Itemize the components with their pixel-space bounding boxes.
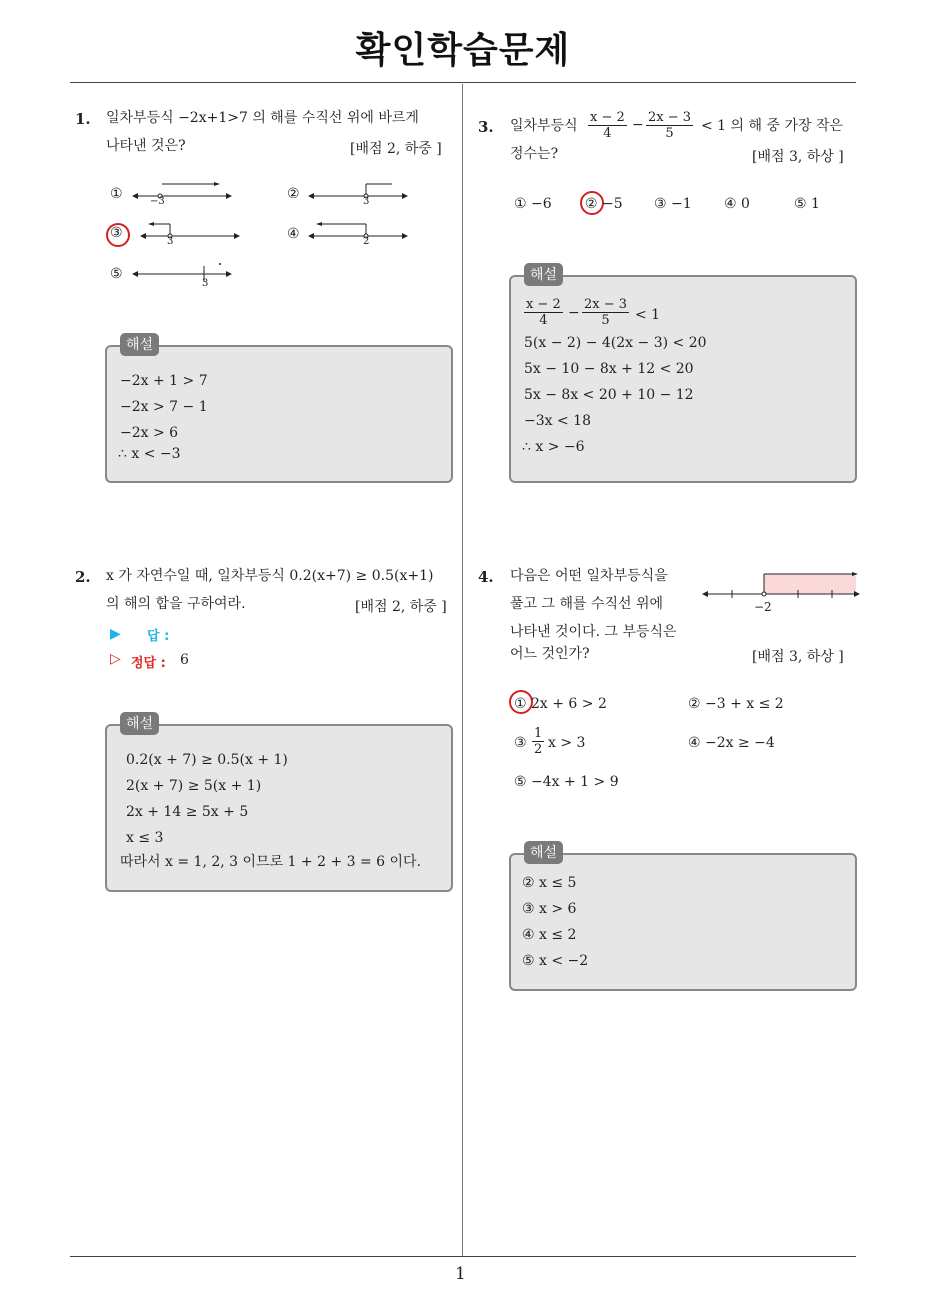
- number-line-5: [132, 258, 232, 290]
- explanation-line: 5(x − 2) − 4(2x − 3) < 20: [524, 335, 707, 351]
- choice-4[interactable]: ④ 0: [724, 196, 750, 212]
- tick-label: 3: [363, 196, 370, 207]
- fraction-denominator: 4: [603, 126, 612, 141]
- explanation-line: 5x − 8x < 20 + 10 − 12: [524, 387, 694, 403]
- choice-2[interactable]: ② −5: [585, 196, 623, 212]
- question-text: 풀고 그 해를 수직선 위에: [510, 596, 664, 612]
- explanation-line: x ≤ 3: [126, 830, 164, 846]
- fraction-denominator: 4: [539, 313, 548, 328]
- explanation-line: −3x < 18: [524, 413, 591, 429]
- fraction: [532, 726, 544, 757]
- question-number: 4.: [478, 568, 494, 586]
- fraction-numerator: 2x − 3: [584, 297, 628, 312]
- fraction-numerator: 2x − 3: [648, 110, 692, 125]
- choice-4[interactable]: ④ −2x ≥ −4: [688, 735, 775, 751]
- question-text: 어느 것인가?: [510, 646, 590, 662]
- fraction: [582, 297, 629, 328]
- fraction-denominator: 5: [601, 313, 610, 328]
- score-label: [배점 3, 하상 ]: [752, 149, 844, 165]
- explanation-line: ② x ≤ 5: [522, 875, 577, 891]
- fraction: [646, 110, 693, 141]
- minus-sign: −: [632, 117, 644, 133]
- tick-label: −2: [754, 600, 772, 614]
- question-text: < 1 의 해 중 가장 작은: [701, 118, 844, 134]
- choice-5[interactable]: ⑤ −4x + 1 > 9: [514, 774, 619, 790]
- explanation-line: ⑤ x < −2: [522, 953, 589, 969]
- page-title: 확인학습문제: [355, 30, 571, 71]
- triangle-outline-icon: ▷: [110, 651, 121, 667]
- question-text: x 가 자연수일 때, 일차부등식 0.2(x+7) ≥ 0.5(x+1): [106, 568, 434, 584]
- choice-mark[interactable]: ③: [110, 225, 123, 241]
- choice-3[interactable]: ③: [514, 735, 527, 751]
- choice-3[interactable]: ③ −1: [654, 196, 692, 212]
- number-line-1: [132, 178, 232, 210]
- question-text: 다음은 어떤 일차부등식을: [510, 568, 668, 584]
- explanation-line: ∴ x < −3: [118, 446, 181, 462]
- choice-mark[interactable]: ⑤: [110, 266, 123, 282]
- number-line-3: [140, 218, 240, 250]
- answer-label: 답 :: [147, 629, 170, 644]
- number-line-4: [308, 218, 408, 250]
- question-text: 일차부등식: [510, 118, 578, 134]
- column-divider: [462, 84, 463, 1257]
- correct-label: 정답 :: [131, 656, 166, 671]
- footer-divider: [70, 1256, 856, 1257]
- explanation-tab: 해설: [524, 841, 563, 864]
- explanation-line: 0.2(x + 7) ≥ 0.5(x + 1): [126, 752, 288, 768]
- choice-1[interactable]: ① 2x + 6 > 2: [514, 696, 607, 712]
- explanation-line: ③ x > 6: [522, 901, 577, 917]
- explanation-line: < 1: [635, 307, 661, 323]
- question-number: 1.: [75, 110, 91, 128]
- play-icon: ▶: [110, 626, 121, 642]
- choice-5[interactable]: ⑤ 1: [794, 196, 820, 212]
- score-label: [배점 2, 하중 ]: [355, 599, 447, 615]
- fraction: [524, 297, 563, 328]
- choice-3-tail: x > 3: [548, 735, 586, 751]
- page-number: 1: [455, 1264, 466, 1284]
- explanation-line: −2x > 6: [120, 425, 179, 441]
- fraction-denominator: 2: [534, 742, 543, 757]
- correct-value: 6: [180, 652, 189, 668]
- fraction-denominator: 5: [665, 126, 674, 141]
- number-line-graph: [702, 566, 862, 606]
- explanation-line: 2x + 14 ≥ 5x + 5: [126, 804, 249, 820]
- explanation-box: [509, 853, 857, 991]
- tick-label: −3: [150, 196, 165, 207]
- explanation-line: 5x − 10 − 8x + 12 < 20: [524, 361, 694, 377]
- fraction: [588, 110, 627, 141]
- explanation-tab: 해설: [120, 712, 159, 735]
- fraction-numerator: x − 2: [526, 297, 561, 312]
- header-divider: [70, 82, 856, 83]
- minus-sign: −: [568, 305, 580, 321]
- choice-2[interactable]: ② −3 + x ≤ 2: [688, 696, 784, 712]
- question-text: 일차부등식 −2x+1>7 의 해를 수직선 위에 바르게: [106, 110, 419, 126]
- explanation-tab: 해설: [120, 333, 159, 356]
- score-label: [배점 2, 하중 ]: [350, 141, 442, 157]
- fraction-numerator: x − 2: [590, 110, 625, 125]
- choice-mark[interactable]: ①: [110, 186, 123, 202]
- score-label: [배점 3, 하상 ]: [752, 649, 844, 665]
- explanation-line: −2x + 1 > 7: [120, 373, 208, 389]
- question-number: 2.: [75, 568, 91, 586]
- question-number: 3.: [478, 118, 494, 136]
- explanation-line: 2(x + 7) ≥ 5(x + 1): [126, 778, 262, 794]
- fraction-numerator: 1: [534, 726, 543, 741]
- question-text: 정수는?: [510, 146, 559, 162]
- question-text: 나타낸 것이다. 그 부등식은: [510, 624, 677, 640]
- number-line-2: [308, 178, 408, 210]
- question-text: 나타낸 것은?: [106, 138, 186, 154]
- tick-label: 2: [363, 236, 370, 247]
- explanation-tab: 해설: [524, 263, 563, 286]
- choice-mark[interactable]: ②: [287, 186, 300, 202]
- explanation-line: ④ x ≤ 2: [522, 927, 577, 943]
- explanation-line: 따라서 x = 1, 2, 3 이므로 1 + 2 + 3 = 6 이다.: [120, 854, 422, 870]
- explanation-line: −2x > 7 − 1: [120, 399, 208, 415]
- question-text: 의 해의 합을 구하여라.: [106, 596, 246, 612]
- explanation-line: ∴ x > −6: [522, 439, 585, 455]
- tick-label: 3: [202, 278, 209, 289]
- tick-label: 3: [167, 236, 174, 247]
- choice-mark[interactable]: ④: [287, 226, 300, 242]
- choice-1[interactable]: ① −6: [514, 196, 552, 212]
